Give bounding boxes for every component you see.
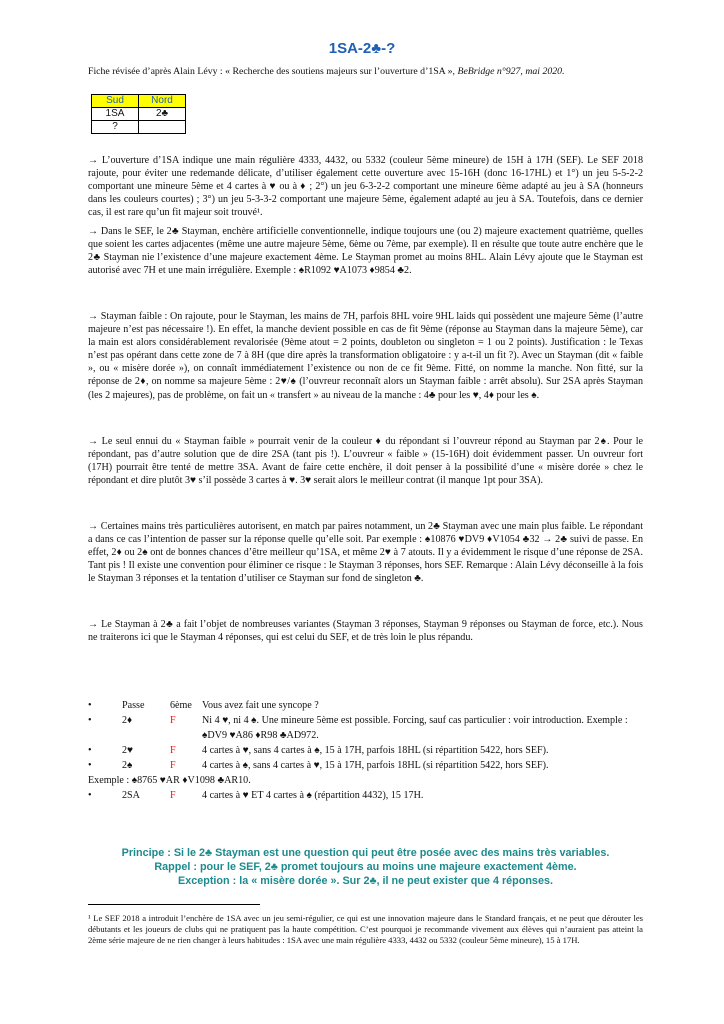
paragraph-seul-ennui-text: → Le seul ennui du « Stayman faible » pourrait venir de la couleur ♦ du répondant si l’ouvreur répond au Stayman par 2♠. Pour le répondant, pas d’autre solution que de dire 2SA (tant pis !). L’ouvreur « faible » (15-16H) doit évidemment passer. Un ouvreur fort (17H) pourrait être tenté de mettre 3SA. Avant de faire cette enchère, il doit penser à la possibilité d’une « misère dorée » chez le répondant et dire plutôt 3♥ s’il possède 3 cartes à ♥. 3♥ serait alors le meilleur contrat (il manque 1pt pour 3SA). xyxy=(88,436,643,487)
exception-line: Exception : la « misère dorée ». Sur 2♣, il ne peut exister que 4 réponses. xyxy=(178,875,553,887)
answer-bid: 2♠ xyxy=(122,760,133,771)
paragraph-variantes xyxy=(88,618,643,644)
subtitle-text: Fiche révisée d’après Alain Lévy : « Recherche des soutiens majeurs sur l’ouverture d’1SA », xyxy=(88,66,458,77)
answer-row xyxy=(88,758,643,773)
south-bid-1: 1SA xyxy=(92,108,139,121)
answer-mark: 6ème xyxy=(170,700,192,711)
bullet: • xyxy=(88,790,92,801)
answer-text: Ni 4 ♥, ni 4 ♠. Une mineure 5ème est possible. Forcing, sauf cas particulier : voir introduction. Exemple : ♠DV9 ♥A86 ♦R98 ♣AD972. xyxy=(202,715,628,741)
reminder-line: Rappel : pour le SEF, 2♣ promet toujours au moins une majeure exactement 4ème. xyxy=(154,861,577,873)
bidding-table xyxy=(91,94,186,134)
answer-row xyxy=(88,788,643,803)
south-header: Sud xyxy=(92,95,139,108)
answer-bid: 2♥ xyxy=(122,745,134,756)
paragraph-stayman xyxy=(88,225,643,277)
subtitle xyxy=(88,66,648,77)
bullet: • xyxy=(88,700,92,711)
paragraph-mains-particulieres-text: → Certaines mains très particulières autorisent, en match par paires notamment, un 2♣ Stayman avec une main plus faible. Le répondant a dans ce cas l’intention de passer sur la réponse quelle qu’elle soit. Par exemple : ♠10876 ♥DV9 ♦V1054 ♣32 → 2♣ suivi de passe. En effet, 2♦ ou 2♠ ont de bonnes chances d’être meilleur qu’1SA, et même 2♥ à 7 atouts. Il y a évidemment le risque d’une réponse de 2SA. Tant pis ! Il existe une convention pour éliminer ce risque : le Stayman 3 réponses, hors SEF. Remarque : Alain Lévy déconseille à la fois le Stayman 3 réponses et la tentation d’utiliser ce Stayman sur fond de singleton ♣. xyxy=(88,521,643,585)
paragraph-stayman-faible-text: → Stayman faible : On rajoute, pour le Stayman, les mains de 7H, parfois 8HL voire 9HL laids qui possèdent une majeure 5ème (l’autre majeure n’est pas nécessaire !). En effet, la manche devient possible en cas de fit 9ème (réponse au Stayman dans la majeure 5ème), car la main est alors considérablement revalorisée (9ème atout = 2 points, doubleton ou singleton = 1 ou 2 points). Justification : le Texas n’est pas opérant dans cette zone de 7 à 8H (que dire après la transformation obligatoire : y a-t-il un fit ?). Avec un Stayman (dit « faible », ou « misère dorée »), on connaît immédiatement l’existence ou non de ce fit 9ème. Fitté, on nomme la manche. Non fitté, sur la réponse de 2♦, on nomme sa majeure 5ème : 2♥/♠ (l’ouvreur reconnaît alors un Stayman faible : arrêt absolu). Sur 2SA après Stayman (les 2 majeures), pas de problème, on fait un « transfert » au niveau de la manche : 4♣ pour les ♥, 4♦ pour les ♠. xyxy=(88,311,643,401)
bullet: • xyxy=(88,715,92,726)
paragraph-opening xyxy=(88,154,643,219)
answer-text: 4 cartes à ♠, sans 4 cartes à ♥, 15 à 17H, parfois 18HL (si répartition 5422, hors SEF). xyxy=(202,760,549,771)
answer-mark: F xyxy=(170,715,176,726)
answers-list xyxy=(88,698,643,803)
paragraph-seul-ennui xyxy=(88,435,643,487)
north-bid-1: 2♣ xyxy=(139,108,186,121)
answer-text: 4 cartes à ♥ ET 4 cartes à ♠ (répartition 4432), 15 17H. xyxy=(202,790,424,801)
answer-row xyxy=(88,698,643,713)
bullet: • xyxy=(88,745,92,756)
paragraph-stayman-text: → Dans le SEF, le 2♣ Stayman, enchère artificielle conventionnelle, indique toujours une (ou 2) majeure exactement quatrième, quelles que soient les cartes adjacentes (même une autre majeure 5ème, 6ème ou 7ème, par exemple). Il en résulte que toute autre enchère que le 2♣ Stayman nie l’existence d’une majeure exactement 4ème. Le Stayman promet au moins 8HL. Alain Lévy ajoute que le Stayman est autorisé avec 7H et une main irrégulière. Exemple : ♠R1092 ♥A1073 ♦9854 ♣2. xyxy=(88,226,643,277)
answer-row xyxy=(88,713,643,743)
north-bid-2-empty xyxy=(139,121,186,134)
answer-text: Vous avez fait une syncope ? xyxy=(202,700,319,711)
page-title: 1SA-2♣-? xyxy=(328,40,396,57)
answer-bid: 2SA xyxy=(122,790,140,801)
answer-example: Exemple : ♠8765 ♥AR ♦V1098 ♣AR10. xyxy=(88,775,251,786)
footnote: ¹ Le SEF 2018 a introduit l’enchère de 1SA avec un jeu semi-régulier, ce qui est une innovation majeure dans le Standard français, et ne peut que dérouter les débutants et les joueurs de clubs qui ne pratiquent pas la haute compétition. C’est pourquoi je recommande vivement aux élèves qui n’auraient pas atteint la 2ème série majeure de ne rien changer à leurs habitudes : 1SA avec une main régulière 4333, 4432 ou 5332 (couleur 5ème mineure), 15 à 17H. xyxy=(88,913,643,945)
subtitle-source: BeBridge n°927, mai 2020. xyxy=(457,66,565,77)
footnote-rule xyxy=(88,904,260,905)
answer-row xyxy=(88,743,643,758)
principle-line: Principe : Si le 2♣ Stayman est une question qui peut être posée avec des mains très variables. xyxy=(121,847,610,859)
answer-mark: F xyxy=(170,745,176,756)
paragraph-stayman-faible xyxy=(88,310,643,402)
principle-box xyxy=(88,846,643,888)
answer-bid: Passe xyxy=(122,700,145,711)
answer-mark: F xyxy=(170,760,176,771)
paragraph-mains-particulieres xyxy=(88,520,643,585)
south-bid-2: ? xyxy=(92,121,139,134)
paragraph-opening-text: → L’ouverture d’1SA indique une main régulière 4333, 4432, ou 5332 (couleur 5ème mineure) de 15H à 17H (SEF). Le SEF 2018 rajoute, pour éviter une redemande délicate, d’utiliser également cette ouverture avec 15-16H (donc 16-17HL) et 1°) un jeu 5-5-2-2 comportant une mineure 5ème et 4 cartes à ♥ ou à ♦ ; 2°) un jeu 6-3-2-2 comportant une mineure 6ème adapté au jeu à SA (honneurs dans les couleurs courtes) ; 3°) un jeu 5-3-3-2 comportant une majeure 5ème, également adapté au jeu à SA. Toutefois, dans ce dernier cas, il est rare qu’un fit majeur soit trouvé¹. xyxy=(88,155,643,219)
answer-mark: F xyxy=(170,790,176,801)
bullet: • xyxy=(88,760,92,771)
answer-row xyxy=(88,773,643,788)
answer-bid: 2♦ xyxy=(122,715,133,726)
answer-text: 4 cartes à ♥, sans 4 cartes à ♠, 15 à 17H, parfois 18HL (si répartition 5422, hors SEF). xyxy=(202,745,549,756)
paragraph-variantes-text: → Le Stayman à 2♣ a fait l’objet de nombreuses variantes (Stayman 3 réponses, Stayman 9 réponses ou Stayman de force, etc.). Nous ne traiterons ici que le Stayman 4 réponses, qui est celui du SEF, et de très loin le plus répandu. xyxy=(88,619,643,644)
north-header: Nord xyxy=(139,95,186,108)
